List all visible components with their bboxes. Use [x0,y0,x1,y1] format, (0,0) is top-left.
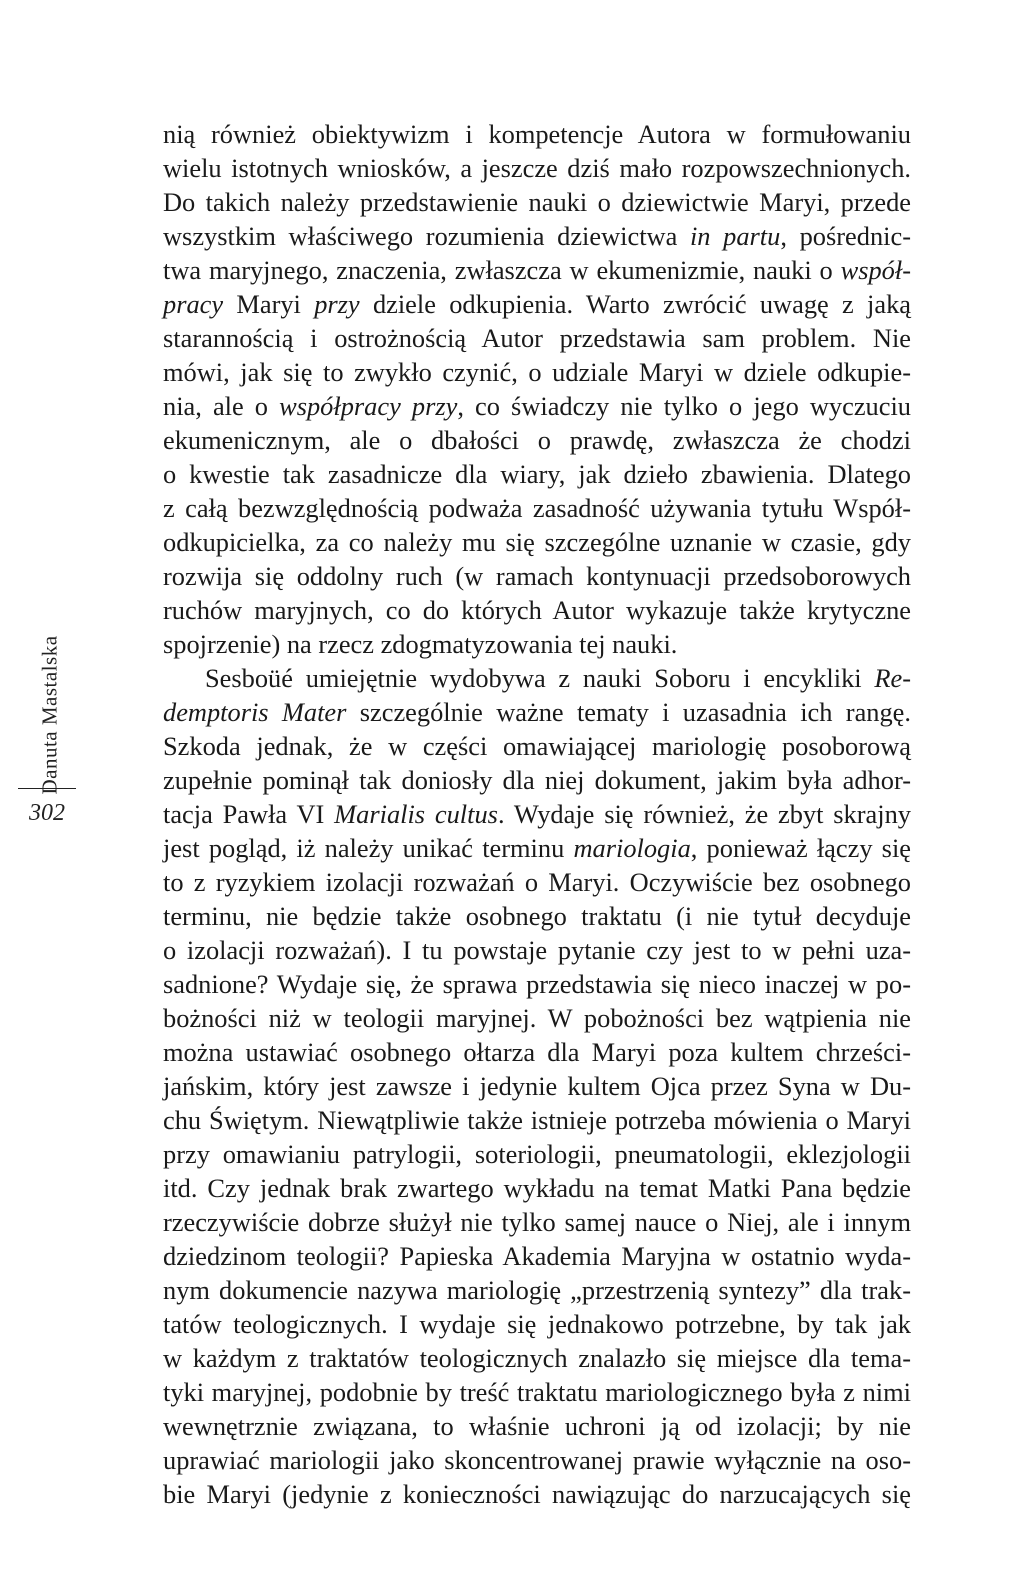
text-run: Do takich należy przedstawienie nauki o dziewictwie Maryi, przede [163,187,911,217]
italic-text: pracy [163,289,224,319]
text-line [163,729,911,763]
page-number: 302 [29,800,65,826]
text-line [163,899,911,933]
body-text [163,117,911,1511]
text-run: można ustawiać osobnego ołtarza dla Maryi poza kultem chrześci- [163,1037,911,1067]
text-line [163,219,911,253]
text-line [163,1477,911,1511]
folio-rule [18,788,76,789]
text-run: rozwija się oddolny ruch (w ramach kontynuacji przedsoborowych [163,561,911,591]
text-line [163,661,911,695]
text-line [163,1307,911,1341]
running-head [22,630,78,800]
text-line [163,355,911,389]
text-run: bie Maryi (jedynie z konieczności nawiązując do narzucających się [163,1479,911,1509]
text-run: zupełnie pominął tak doniosły dla niej dokument, jakim była adhor- [163,765,911,795]
paragraph [163,661,911,1511]
text-run: nia, ale o [163,391,280,421]
text-line [163,593,911,627]
text-run: , pośrednic- [780,221,911,251]
text-line [163,117,911,151]
text-run: rzeczywiście dobrze służył nie tylko samej nauce o Niej, ale i innym [163,1207,911,1237]
text-run: w każdym z traktatów teologicznych znalazło się miejsce dla tema- [163,1343,911,1373]
text-line [163,457,911,491]
italic-text: przy [314,289,360,319]
text-run: twa maryjnego, znaczenia, zwłaszcza w ekumenizmie, nauki o [163,255,841,285]
text-line [163,1205,911,1239]
text-line [163,1341,911,1375]
text-run: bożności niż w teologii maryjnej. W pobożności bez wątpienia nie [163,1003,911,1033]
text-run: sadnione? Wydaje się, że sprawa przedstawia się nieco inaczej w po- [163,969,911,999]
text-line [163,1375,911,1409]
text-run: Sesboüé umiejętnie wydobywa z nauki Soboru i encykliki [205,663,875,693]
text-run: o izolacji rozważań). I tu powstaje pytanie czy jest to w pełni uza- [163,935,911,965]
text-run: nią również obiektywizm i kompetencje Autora w formułowaniu [163,119,911,149]
text-run: , ponieważ łączy się [690,833,912,863]
paragraph [163,117,911,661]
text-run: dziele odkupienia. Warto zwrócić uwagę z jaką [359,289,911,319]
italic-text: mariologia [573,833,691,863]
text-run: z całą bezwzględnością podważa zasadność używania tytułu Współ- [163,493,911,523]
text-run: tyki maryjnej, podobnie by treść traktatu mariologicznego była z nimi [163,1377,911,1407]
text-run: przy omawianiu patrylogii, soteriologii, pneumatologii, eklezjologii [163,1139,911,1169]
text-run: tatów teologicznych. I wydaje się jednakowo potrzebne, by tak jak [163,1309,911,1339]
text-line [163,1409,911,1443]
text-line [163,151,911,185]
text-run: wielu istotnych wniosków, a jeszcze dziś mało rozpowszechnionych. [163,153,911,183]
text-line [163,763,911,797]
text-line [163,423,911,457]
text-run: jańskim, który jest zawsze i jedynie kultem Ojca przez Syna w Du- [163,1071,911,1101]
italic-text: Marialis cultus [334,799,498,829]
text-run: Szkoda jednak, że w części omawiającej mariologię posoborową [163,731,911,761]
text-run: wewnętrznie związana, to właśnie uchroni ją od izolacji; by nie [163,1411,911,1441]
text-line [163,321,911,355]
text-line [163,1069,911,1103]
text-run: itd. Czy jednak brak zwartego wykładu na temat Matki Pana będzie [163,1173,911,1203]
italic-text: in partu [689,221,781,251]
text-line [163,1443,911,1477]
text-line [163,287,911,321]
text-line [163,559,911,593]
text-run: starannością i ostrożnością Autor przedstawia sam problem. Nie [163,323,911,353]
running-head-author: Danuta Mastalska [37,635,62,795]
italic-text: demptoris Mater [163,697,347,727]
text-line [163,1239,911,1273]
italic-text: współ- [840,255,911,285]
italic-text: współpracy przy [279,391,458,421]
text-run: o kwestie tak zasadnicze dla wiary, jak dzieło zbawienia. Dlatego [163,459,911,489]
text-line [163,1035,911,1069]
text-line [163,627,911,661]
text-line [163,865,911,899]
text-run: uprawiać mariologii jako skoncentrowanej prawie wyłącznie na oso- [163,1445,911,1475]
text-run: ekumenicznym, ale o dbałości o prawdę, zwłaszcza że chodzi [163,425,911,455]
text-line [163,1001,911,1035]
text-line [163,185,911,219]
text-run: szczególnie ważne tematy i uzasadnia ich rangę. [346,697,911,727]
text-line [163,831,911,865]
text-line [163,491,911,525]
text-run: wszystkim właściwego rozumienia dziewictwa [163,221,690,251]
text-run: to z ryzykiem izolacji rozważań o Maryi. Oczywiście bez osobnego [163,867,911,897]
text-run: , co świadczy nie tylko o jego wyczuciu [457,391,911,421]
text-run: dziedzinom teologii? Papieska Akademia Maryjna w ostatnio wyda- [163,1241,911,1271]
text-line [163,1137,911,1171]
text-run: tacja Pawła VI [163,799,335,829]
text-line [163,525,911,559]
text-run: . Wydaje się również, że zbyt skrajny [497,799,911,829]
text-line [163,695,911,729]
text-line [163,1171,911,1205]
text-run: odkupicielka, za co należy mu się szczególne uznanie w czasie, gdy [163,527,911,557]
text-line [163,933,911,967]
text-line [163,797,911,831]
text-run: jest pogląd, iż należy unikać terminu [163,833,574,863]
text-line [163,389,911,423]
text-line [163,1103,911,1137]
text-line [163,1273,911,1307]
text-line [163,253,911,287]
text-run: Maryi [223,289,315,319]
text-run: ruchów maryjnych, co do których Autor wykazuje także krytyczne [163,595,911,625]
text-run: spojrzenie) na rzecz zdogmatyzowania tej nauki. [163,629,678,659]
italic-text: Re- [874,663,911,693]
text-run: nym dokumencie nazywa mariologię „przestrzenią syntezy” dla trak- [163,1275,911,1305]
text-run: mówi, jak się to zwykło czynić, o udziale Maryi w dziele odkupie- [163,357,911,387]
text-run: chu Świętym. Niewątpliwie także istnieje potrzeba mówienia o Maryi [163,1105,911,1135]
text-run: terminu, nie będzie także osobnego traktatu (i nie tytuł decyduje [163,901,911,931]
text-line [163,967,911,1001]
